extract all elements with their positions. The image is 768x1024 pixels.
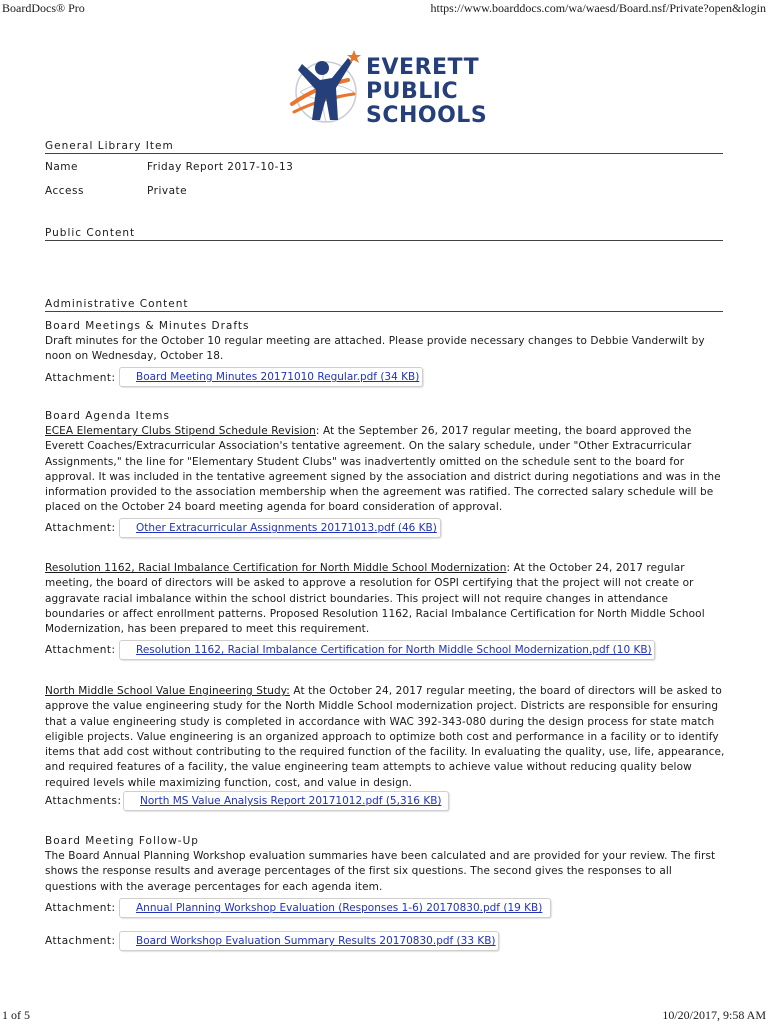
page-number: 1 of 5	[2, 1008, 30, 1022]
resolution-attachment-link[interactable]: Resolution 1162, Racial Imbalance Certification for North Middle School Modernization.pdf (10 KB)	[136, 644, 652, 656]
logo-line-3: SCHOOLS	[366, 103, 488, 128]
resolution-text: : At the October 24, 2017 regular meeting, the board of directors will be asked to approve a resolution for OSPI certifying that the project will not create or aggravate racial imbalance within the school district boundaries. This project will not require changes in attendance boundaries or affect enrollment patterns. Proposed Resolution 1162, Racial Imbalance Certification for North Middle School Modernization, has been prepared to meet this requirement.	[45, 562, 705, 636]
name-label: Name	[45, 161, 78, 173]
app-title: BoardDocs® Pro	[2, 1, 85, 15]
value-engineering-title: North Middle School Value Engineering Study:	[45, 685, 290, 697]
access-value: Private	[147, 185, 188, 197]
followup-attach1-label: Attachment:	[45, 902, 116, 914]
value-engineering-text: At the October 24, 2017 regular meeting, the board of directors will be asked to approve the value engineering study for the North Middle School modernization project. Districts are responsible for ensuring that a value engineering study is completed in accordance with WAC 392-343-080 during the design process for state match eligible projects. Value engineering is an organized approach to optimize both cost and performance in a facility or to identify items that add cost without contributing to the required function of the facility. In evaluating the quality, use, life, appearance, and required features of a facility, the value engineering team attempts to achieve value without reducing quality below required levels while maximizing function, cost, and value in design.	[45, 685, 725, 789]
followup-heading: Board Meeting Follow-Up	[45, 835, 199, 847]
logo-figure-icon	[288, 46, 368, 136]
ecea-text: : At the September 26, 2017 regular meeting, the board approved the Everett Coaches/Extracurricular Association's tentative agreement. On the salary schedule, under "Other Extracurricular Assignments," the line for "Elementary Student Clubs" was inadvertently omitted on the schedule sent to the board for approval. It was included in the tentative agreement signed by the association and district during negotiations and was in the information provided to the association membership when the agreement was ratified. The corrected salary schedule will be placed on the October 24 board meeting agenda for board consideration of approval.	[45, 425, 721, 514]
ecea-paragraph	[45, 424, 725, 516]
resolution-title: Resolution 1162, Racial Imbalance Certification for North Middle School Modernization	[45, 562, 507, 574]
followup-attachment-1[interactable]	[119, 898, 551, 918]
ecea-attachment-link[interactable]: Other Extracurricular Assignments 20171013.pdf (46 KB)	[136, 522, 437, 534]
value-engineering-attachment-link[interactable]: North MS Value Analysis Report 20171012.pdf (5,316 KB)	[140, 795, 442, 807]
resolution-attachment[interactable]	[119, 640, 655, 660]
ecea-title: ECEA Elementary Clubs Stipend Schedule Revision	[45, 425, 316, 437]
resolution-attach-label: Attachment:	[45, 644, 116, 656]
followup-attachment-2-link[interactable]: Board Workshop Evaluation Summary Results 20170830.pdf (33 KB)	[136, 935, 496, 947]
print-datetime: 10/20/2017, 9:58 AM	[662, 1008, 766, 1022]
access-label: Access	[45, 185, 84, 197]
logo-wordmark	[366, 56, 487, 128]
public-content-heading: Public Content	[45, 227, 723, 241]
followup-text: The Board Annual Planning Workshop evaluation summaries have been calculated and are provided for your review. The first shows the response results and average percentages of the first six questions. The second gives the responses to all questions with the average percentages for each agenda item.	[45, 850, 716, 893]
minutes-attachment-link[interactable]: Board Meeting Minutes 20171010 Regular.pdf (34 KB)	[136, 371, 420, 383]
logo-line-2: PUBLIC	[366, 79, 459, 104]
value-engineering-attach-label: Attachments:	[45, 795, 122, 807]
value-engineering-attachment[interactable]	[123, 791, 449, 811]
general-heading: General Library Item	[45, 140, 723, 154]
everett-public-schools-logo	[288, 46, 488, 136]
page-url: https://www.boarddocs.com/wa/waesd/Board.nsf/Private?open&login	[430, 1, 766, 15]
minutes-text: Draft minutes for the October 10 regular meeting are attached. Please provide necessary changes to Debbie Vanderwilt by noon on Wednesday, October 18.	[45, 335, 705, 363]
minutes-attachment[interactable]	[119, 367, 423, 387]
followup-attachment-1-link[interactable]: Annual Planning Workshop Evaluation (Responses 1-6) 20170830.pdf (19 KB)	[136, 902, 543, 914]
minutes-attach-label: Attachment:	[45, 372, 116, 384]
followup-attach2-label: Attachment:	[45, 935, 116, 947]
name-value: Friday Report 2017-10-13	[147, 161, 294, 173]
value-engineering-paragraph	[45, 684, 725, 791]
resolution-paragraph	[45, 561, 725, 637]
logo-line-1: EVERETT	[366, 55, 480, 80]
administrative-content-heading: Administrative Content	[45, 298, 723, 312]
ecea-attachment[interactable]	[119, 518, 441, 538]
ecea-attach-label: Attachment:	[45, 522, 116, 534]
agenda-heading: Board Agenda Items	[45, 410, 170, 422]
minutes-heading: Board Meetings & Minutes Drafts	[45, 320, 250, 332]
followup-attachment-2[interactable]	[119, 931, 499, 951]
